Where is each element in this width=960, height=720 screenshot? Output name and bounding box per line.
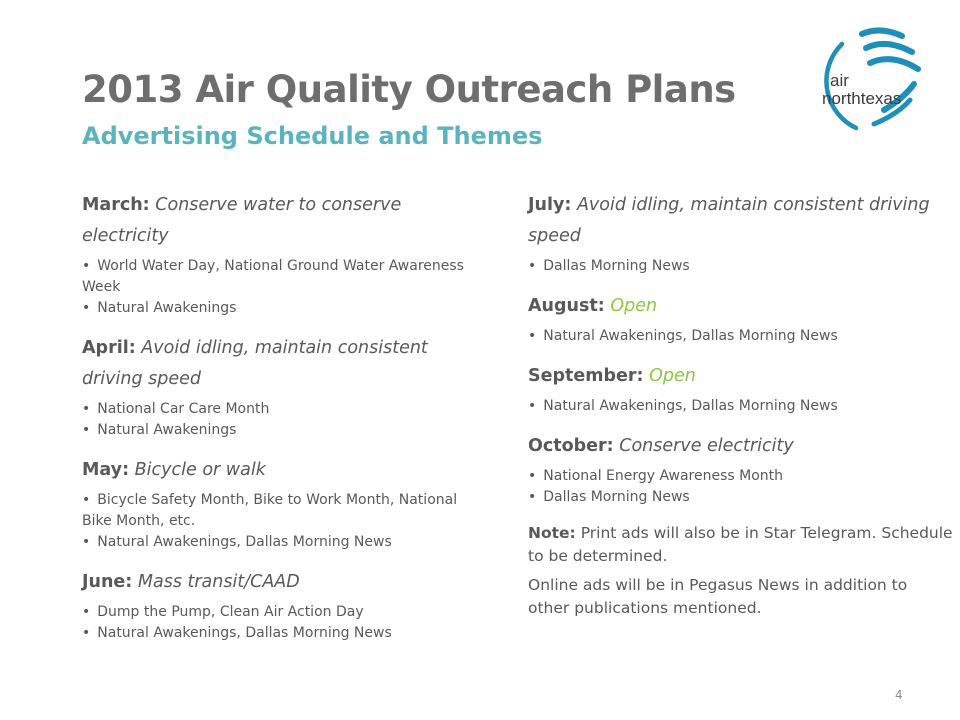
month-label: August: [528, 296, 605, 316]
month-heading [528, 190, 953, 252]
bullet-list [82, 490, 482, 553]
month-heading [528, 361, 953, 392]
list-item: • Bicycle Safety Month, Bike to Work Month, National Bike Month, etc. [82, 490, 482, 532]
month-theme: Avoid idling, maintain consistent driving speed [82, 338, 428, 389]
month-label: June: [82, 572, 133, 592]
month-theme: Avoid idling, maintain consistent driving speed [528, 195, 930, 246]
note-label: Note: [528, 524, 576, 542]
month-heading [528, 291, 953, 322]
right-column [528, 190, 953, 626]
slide-subtitle: Advertising Schedule and Themes [82, 122, 543, 150]
list-item: • Natural Awakenings [82, 420, 482, 441]
section-october [528, 431, 953, 508]
air-northtexas-logo [810, 24, 930, 140]
month-label: April: [82, 338, 136, 358]
month-label: October: [528, 436, 614, 456]
section-september [528, 361, 953, 417]
month-theme: Open [610, 296, 658, 316]
section-may [82, 455, 482, 553]
section-march [82, 190, 482, 319]
month-theme: Conserve electricity [619, 436, 794, 456]
section-june [82, 567, 482, 644]
list-item: • Natural Awakenings [82, 298, 482, 319]
list-item: • Natural Awakenings, Dallas Morning News [82, 623, 482, 644]
list-item: • Dallas Morning News [528, 256, 953, 277]
month-theme: Conserve water to conserve electricity [82, 195, 402, 246]
list-item: • National Energy Awareness Month [528, 466, 953, 487]
bullet-list [528, 466, 953, 508]
left-column [82, 190, 482, 658]
list-item: • Dump the Pump, Clean Air Action Day [82, 602, 482, 623]
list-item: • Natural Awakenings, Dallas Morning News [528, 396, 953, 417]
bullet-list [528, 326, 953, 347]
online-ads-note: Online ads will be in Pegasus News in addition to other publications mentioned. [528, 576, 908, 617]
month-heading [82, 190, 482, 252]
section-august [528, 291, 953, 347]
logo-word-northtexas: northtexas [822, 89, 902, 108]
month-heading [82, 455, 482, 486]
logo-word-air: air [830, 71, 849, 90]
print-ads-note [528, 522, 953, 568]
month-heading [82, 567, 482, 598]
month-label: July: [528, 195, 572, 215]
bullet-list [82, 602, 482, 644]
month-label: March: [82, 195, 150, 215]
bullet-list [82, 256, 482, 319]
bullet-list [528, 396, 953, 417]
list-item: • Natural Awakenings, Dallas Morning News [528, 326, 953, 347]
page-number: 4 [895, 688, 903, 702]
month-theme: Open [649, 366, 696, 386]
slide-title: 2013 Air Quality Outreach Plans [82, 68, 736, 111]
note-text: Print ads will also be in Star Telegram. Schedule to be determined. [528, 524, 953, 565]
month-label: September: [528, 366, 644, 386]
month-theme: Bicycle or walk [134, 460, 266, 480]
section-april [82, 333, 482, 441]
list-item: • World Water Day, National Ground Water Awareness Week [82, 256, 482, 298]
bullet-list [82, 399, 482, 441]
month-label: May: [82, 460, 130, 480]
month-theme: Mass transit/CAAD [137, 572, 300, 592]
list-item: • National Car Care Month [82, 399, 482, 420]
section-july [528, 190, 953, 277]
month-heading [528, 431, 953, 462]
list-item: • Dallas Morning News [528, 487, 953, 508]
month-heading [82, 333, 482, 395]
bullet-list [528, 256, 953, 277]
list-item: • Natural Awakenings, Dallas Morning News [82, 532, 482, 553]
